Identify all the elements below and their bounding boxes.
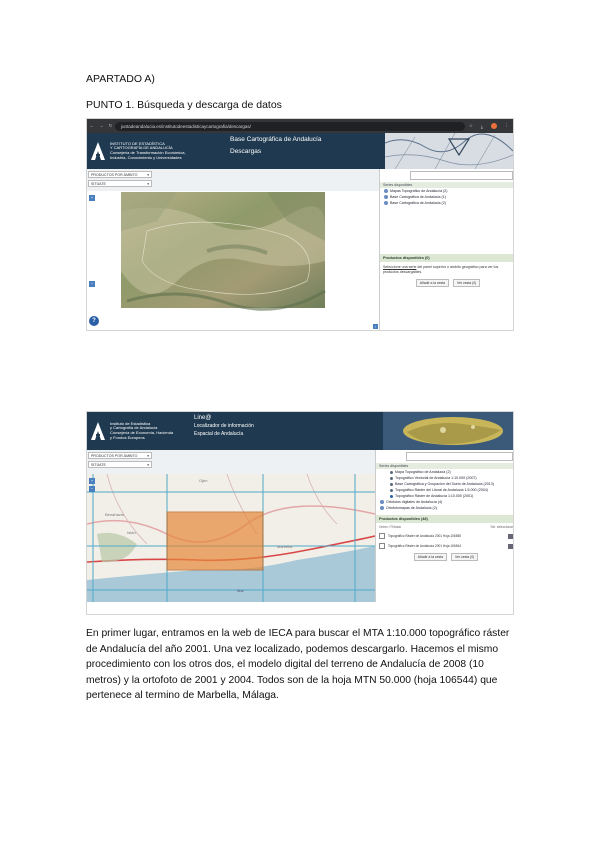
- logo-line: y Fondos Europeos: [110, 434, 145, 440]
- expand-icon: [384, 189, 388, 193]
- product-checkbox[interactable]: [379, 543, 385, 549]
- chevron-down-icon: ▾: [147, 182, 149, 186]
- products-header: Productos disponibles (0): [380, 254, 514, 262]
- zoom-out-button[interactable]: −: [90, 281, 94, 286]
- header-title: Base Cartográfica de Andalucía: [230, 136, 322, 143]
- series-label: Base Cartográfica de Andalucía (1): [390, 195, 446, 199]
- header-title: Line@: [194, 415, 212, 421]
- product-row[interactable]: [376, 531, 514, 541]
- add-to-basket-button[interactable]: Añadir a la cesta: [416, 279, 449, 287]
- radio-icon: [390, 489, 393, 492]
- zoom-out-button[interactable]: −: [90, 486, 94, 491]
- body-paragraph: En primer lugar, entramos en la web de IECA para buscar el MTA 1:10.000 topográfico ráster de Andalucía del año 2001. Una vez localizado, podemos descargarlo. Hacemos el mismo procedimiento con los otros dos, el modelo digital del terreno de Andalucía de 2008 (10 metros) y la ortofoto de 2001 y 2004. Todos son de la hoja MTN 50.000 (hoja 106544) que pertenece al termino de Marbella, Málaga.: [86, 628, 510, 702]
- locate-dropdown[interactable]: [88, 461, 152, 468]
- menu-icon[interactable]: ⋮: [504, 123, 510, 128]
- series-label: Mapa Topográfico de Andalucía (2): [395, 470, 451, 474]
- series-label: Base Cartográfica y Ocupación del Suelo de Andalucía (2013): [395, 482, 494, 486]
- logo-line: y Cartografía de Andalucía: [110, 425, 158, 431]
- expand-icon: [384, 195, 388, 199]
- filter-label[interactable]: Orden / Filtrado: [379, 525, 402, 529]
- reload-icon[interactable]: ↻: [108, 123, 113, 128]
- series-label: Topográfico Vectorial de Andalucía 1:10.000 (2007): [395, 476, 477, 480]
- browser-nav: [87, 123, 115, 129]
- avatar[interactable]: [491, 123, 497, 129]
- download-icon[interactable]: [508, 534, 513, 539]
- browser-actions: [465, 123, 513, 129]
- screenshot-linea: [86, 411, 514, 615]
- chevron-down-icon: ▾: [147, 463, 149, 467]
- radio-icon: [390, 477, 393, 480]
- series-label: Topográfico Ráster del Litoral de Andalucía 1:5.000 (2004): [395, 488, 488, 492]
- radio-icon: [390, 483, 393, 486]
- expand-icon: [380, 500, 384, 504]
- map-view[interactable]: [87, 191, 379, 331]
- products-panel: [375, 450, 514, 602]
- products-scope-dropdown[interactable]: [88, 452, 152, 459]
- screenshot-descargas: [86, 118, 514, 331]
- products-panel: [379, 169, 514, 331]
- ieca-logo-icon: [90, 141, 106, 161]
- andalucia-map: [87, 191, 379, 331]
- zoom-in-button[interactable]: +: [90, 478, 94, 483]
- dropdown-label: SITÚATE: [91, 463, 106, 467]
- series-label: Topográfico Ráster de Andalucía 1:10.000 (2001): [395, 494, 474, 498]
- ieca-logo: [87, 412, 194, 450]
- collapse-panel-button[interactable]: ‹: [374, 324, 377, 329]
- header-subtitle: Localizador de información: [194, 423, 254, 429]
- product-checkbox[interactable]: [379, 533, 385, 539]
- radio-selected-icon: [390, 495, 393, 498]
- series-label: Mapas Topográfico de Andalucía (2): [390, 189, 448, 193]
- zoom-in-button[interactable]: +: [90, 195, 94, 200]
- header-map-decoration: [385, 133, 513, 169]
- ieca-logo: [87, 133, 230, 169]
- map-label: Mar: [237, 588, 244, 593]
- map-label: Marbella: [277, 544, 293, 549]
- logo-line: Consejería de Economía, Hacienda: [110, 430, 174, 435]
- series-label: Ortofotos digitales de Andalucía (4): [386, 500, 443, 504]
- select-all-label[interactable]: Sel. seleccionar: [490, 525, 513, 529]
- dropdown-label: PRODUCTOS POR ÁMBITO: [91, 173, 138, 177]
- star-icon[interactable]: ☆: [468, 123, 473, 128]
- expand-icon: [384, 201, 388, 205]
- app-header: [87, 133, 513, 169]
- series-header: Series disponibles: [380, 182, 514, 188]
- series-header: Series disponibles: [376, 463, 514, 469]
- forward-icon[interactable]: →: [99, 123, 104, 128]
- products-message-text: del panel superior o ámbito geográfico para ver los productos descargables.: [383, 265, 499, 274]
- products-message: [380, 262, 514, 277]
- search-input[interactable]: [410, 171, 513, 180]
- app-content: [87, 450, 513, 602]
- download-icon[interactable]: [508, 544, 513, 549]
- header-subtitle: Espacial de Andalucía: [194, 431, 244, 437]
- chevron-down-icon: ▾: [147, 173, 149, 177]
- series-label: Ortofotomapas de Andalucía (2): [386, 506, 437, 510]
- address-bar[interactable]: juntadeandalucia.es/institutodeestadisticaycartografia/descargas/: [115, 122, 465, 131]
- dropdown-label: SITÚATE: [91, 182, 106, 186]
- logo-line: Industria, Conocimiento y Universidades: [110, 154, 182, 160]
- app-header: [87, 412, 513, 450]
- radio-icon: [390, 471, 393, 474]
- browser-toolbar: [87, 119, 513, 133]
- map-label: Istán: [127, 530, 136, 535]
- map-label: Benahavís: [105, 512, 124, 517]
- marbella-map: [87, 474, 375, 602]
- view-basket-button[interactable]: Ver cesta (0): [451, 553, 478, 561]
- logo-line: Y CARTOGRAFÍA DE ANDALUCÍA: [110, 145, 173, 151]
- product-label: Topográfico Ráster de Andalucía 2001 Hoja 106544: [388, 544, 462, 548]
- back-icon[interactable]: ←: [89, 123, 95, 128]
- ieca-logo-icon: [90, 421, 106, 441]
- search-input[interactable]: [406, 452, 513, 461]
- locate-dropdown[interactable]: [88, 180, 152, 187]
- header-subtitle: Descargas: [230, 148, 262, 155]
- product-row[interactable]: [376, 541, 514, 551]
- expand-icon: [380, 506, 384, 510]
- help-button[interactable]: ?: [89, 316, 99, 326]
- series-label: Base Cartográfica de Andalucía (2): [390, 201, 446, 205]
- map-view[interactable]: [87, 474, 375, 602]
- products-header: Productos disponibles (48): [376, 515, 514, 523]
- add-to-basket-button[interactable]: Añadir a la cesta: [414, 553, 447, 561]
- point-title: PUNTO 1. Búsqueda y descarga de datos: [86, 99, 282, 111]
- product-label: Topográfico Ráster de Andalucía 2001 Hoja 106555: [388, 534, 462, 538]
- view-basket-button[interactable]: Ver cesta (0): [453, 279, 480, 287]
- logo-line: Instituto de Estadística: [110, 420, 151, 426]
- download-icon[interactable]: ⤓: [480, 123, 483, 129]
- chevron-down-icon: ▾: [147, 454, 149, 458]
- logo-line: Consejería de Transformación Económica,: [110, 150, 186, 155]
- app-content: [87, 169, 513, 331]
- select-series-link[interactable]: Seleccione una serie: [383, 265, 417, 269]
- header-map-decoration: [383, 412, 513, 450]
- products-scope-dropdown[interactable]: [88, 171, 152, 178]
- logo-line: INSTITUTO DE ESTADÍSTICA: [110, 140, 165, 146]
- map-label: Ojén: [199, 478, 208, 483]
- section-title: APARTADO A): [86, 73, 155, 85]
- dropdown-label: PRODUCTOS POR ÁMBITO: [91, 454, 138, 458]
